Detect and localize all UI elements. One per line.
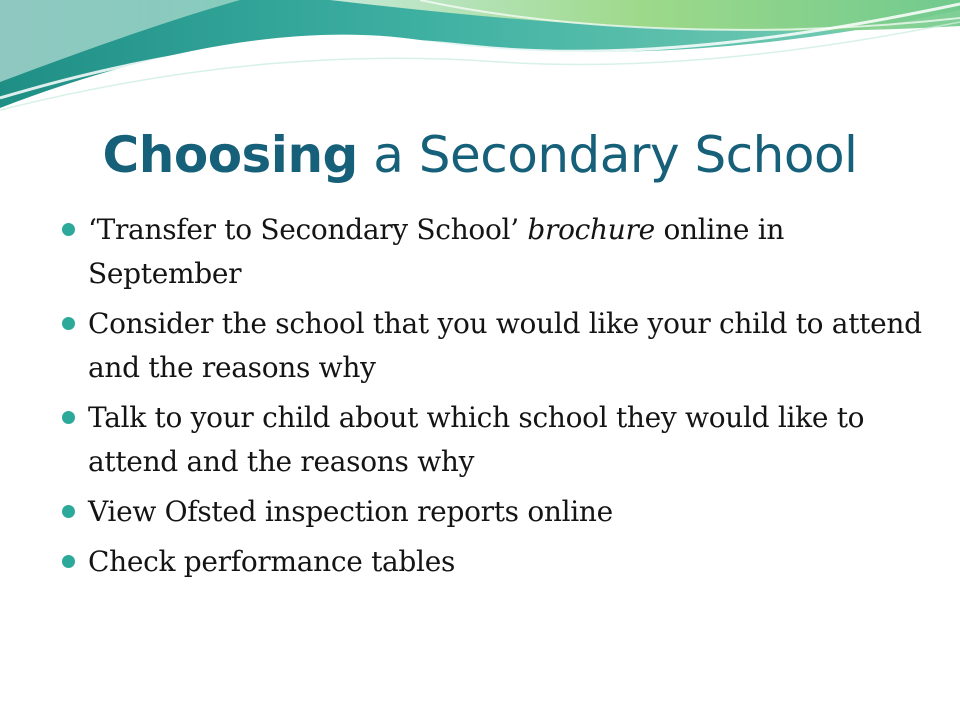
bullet-list — [62, 208, 922, 590]
bullet-dot-icon — [62, 505, 75, 518]
bullet-item — [62, 302, 922, 390]
title-bold-word: Choosing — [102, 126, 358, 184]
bullet-text: Talk to your child about which school they would like to attend and the reasons why — [88, 401, 865, 478]
title-rest: a Secondary School — [357, 126, 858, 184]
bullet-text-part: ‘Transfer to Secondary School’ — [88, 213, 528, 246]
header-wave-decoration — [0, 0, 960, 115]
bullet-text: View Ofsted inspection reports online — [88, 495, 613, 528]
bullet-item — [62, 208, 922, 296]
bullet-item — [62, 396, 922, 484]
bullet-text — [88, 213, 784, 290]
bullet-text-part: online in September — [88, 213, 785, 290]
bullet-text: Consider the school that you would like your child to attend and the reasons why — [88, 307, 922, 384]
bullet-item — [62, 490, 922, 534]
bullet-text-emphasis: brochure — [527, 213, 655, 246]
bullet-dot-icon — [62, 555, 75, 568]
bullet-item — [62, 540, 922, 584]
bullet-dot-icon — [62, 411, 75, 424]
bullet-dot-icon — [62, 317, 75, 330]
slide-title — [0, 120, 960, 190]
bullet-dot-icon — [62, 223, 75, 236]
bullet-text: Check performance tables — [88, 545, 456, 578]
